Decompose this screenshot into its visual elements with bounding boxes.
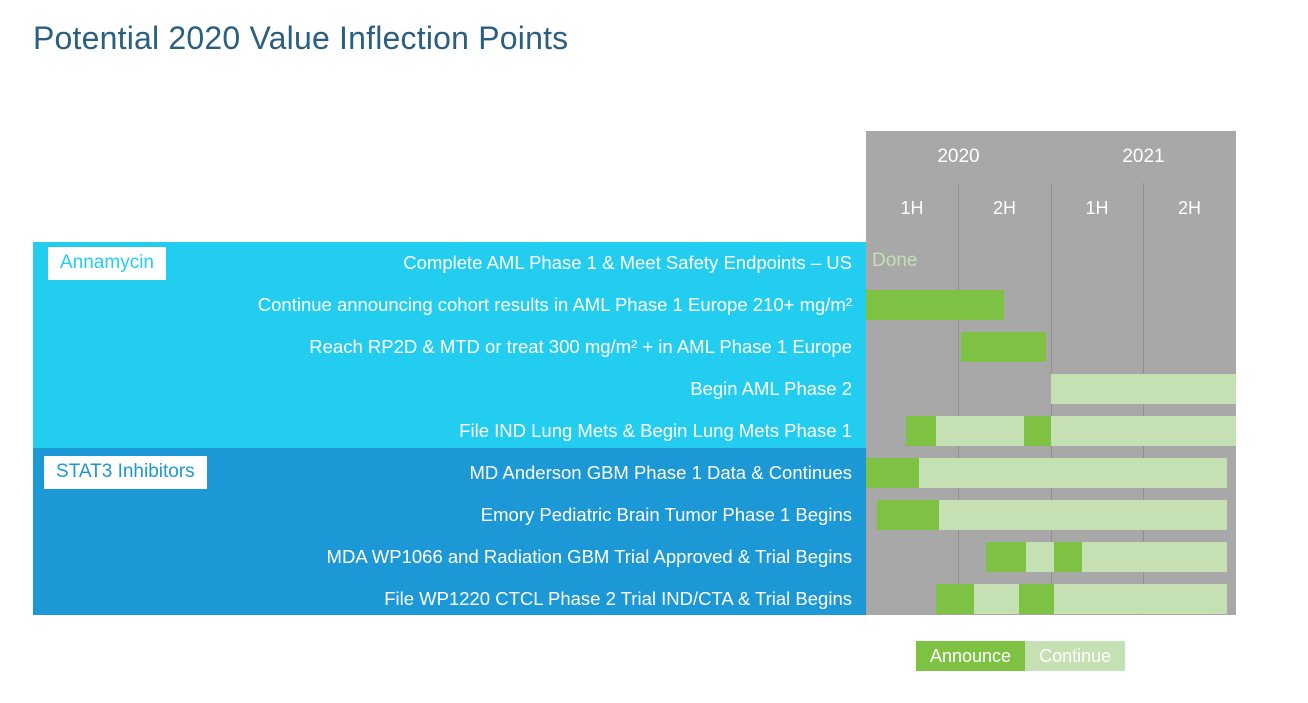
timeline-bar-announce bbox=[1019, 584, 1054, 614]
done-status-label: Done bbox=[872, 250, 918, 271]
timeline-bar-announce bbox=[866, 290, 1004, 320]
group-tag-annamycin: Annamycin bbox=[48, 247, 166, 280]
timeline-bar-continue bbox=[1082, 542, 1227, 572]
timeline-bar-continue bbox=[1051, 374, 1236, 404]
milestone-label: File WP1220 CTCL Phase 2 Trial IND/CTA & Trial Begins bbox=[384, 588, 852, 609]
milestone-label: Emory Pediatric Brain Tumor Phase 1 Begins bbox=[480, 504, 852, 525]
milestone-label: MD Anderson GBM Phase 1 Data & Continues bbox=[469, 462, 852, 483]
timeline-bar-announce bbox=[866, 458, 919, 488]
milestone-label: Complete AML Phase 1 & Meet Safety Endpoints – US bbox=[403, 252, 852, 273]
timeline-bar-continue bbox=[919, 458, 1227, 488]
timeline-row bbox=[866, 368, 1236, 410]
timeline-row bbox=[866, 494, 1236, 536]
page-title: Potential 2020 Value Inflection Points bbox=[33, 20, 569, 56]
timeline-bar-continue bbox=[936, 416, 1024, 446]
timeline-row bbox=[866, 536, 1236, 578]
timeline-bar-announce bbox=[877, 500, 939, 530]
timeline-row bbox=[866, 242, 1236, 284]
legend-item-announce: Announce bbox=[916, 641, 1025, 671]
timeline-year-2020: 2020 bbox=[937, 146, 980, 167]
timeline-row bbox=[866, 326, 1236, 368]
timeline-bar-continue bbox=[974, 584, 1019, 614]
milestone-label: File IND Lung Mets & Begin Lung Mets Phase 1 bbox=[459, 420, 852, 441]
timeline-half-2020-1h: 1H bbox=[900, 198, 924, 218]
timeline-half-2021-1h: 1H bbox=[1085, 198, 1109, 218]
milestone-label: Reach RP2D & MTD or treat 300 mg/m² + in AML Phase 1 Europe bbox=[309, 336, 852, 357]
timeline-row bbox=[866, 410, 1236, 452]
timeline-bar-announce bbox=[906, 416, 936, 446]
group-tag-stat3-inhibitors: STAT3 Inhibitors bbox=[44, 456, 207, 489]
timeline-bar-announce bbox=[1054, 542, 1082, 572]
legend bbox=[916, 641, 1125, 671]
timeline-bar-rows bbox=[866, 242, 1236, 615]
timeline-bar-announce bbox=[936, 584, 974, 614]
timeline-year-2021: 2021 bbox=[1122, 146, 1165, 167]
timeline-bar-announce bbox=[986, 542, 1026, 572]
milestone-label: Begin AML Phase 2 bbox=[690, 378, 852, 399]
timeline-row bbox=[866, 452, 1236, 494]
timeline-bar-continue bbox=[1054, 584, 1227, 614]
timeline-grid bbox=[866, 131, 1236, 615]
timeline-bar-announce bbox=[1024, 416, 1051, 446]
legend-item-continue: Continue bbox=[1025, 641, 1125, 671]
milestone-label-list bbox=[33, 242, 866, 615]
timeline-row bbox=[866, 284, 1236, 326]
timeline-bar-announce bbox=[961, 332, 1046, 362]
timeline-half-2021-2h: 2H bbox=[1177, 198, 1201, 218]
milestone-label: Continue announcing cohort results in AML Phase 1 Europe 210+ mg/m² bbox=[257, 294, 852, 315]
timeline-bar-continue bbox=[939, 500, 1227, 530]
timeline-half-2020-2h: 2H bbox=[992, 198, 1016, 218]
timeline-row bbox=[866, 578, 1236, 620]
milestone-label: MDA WP1066 and Radiation GBM Trial Approved & Trial Begins bbox=[326, 546, 852, 567]
timeline-bar-continue bbox=[1051, 416, 1236, 446]
timeline-bar-continue bbox=[1026, 542, 1054, 572]
